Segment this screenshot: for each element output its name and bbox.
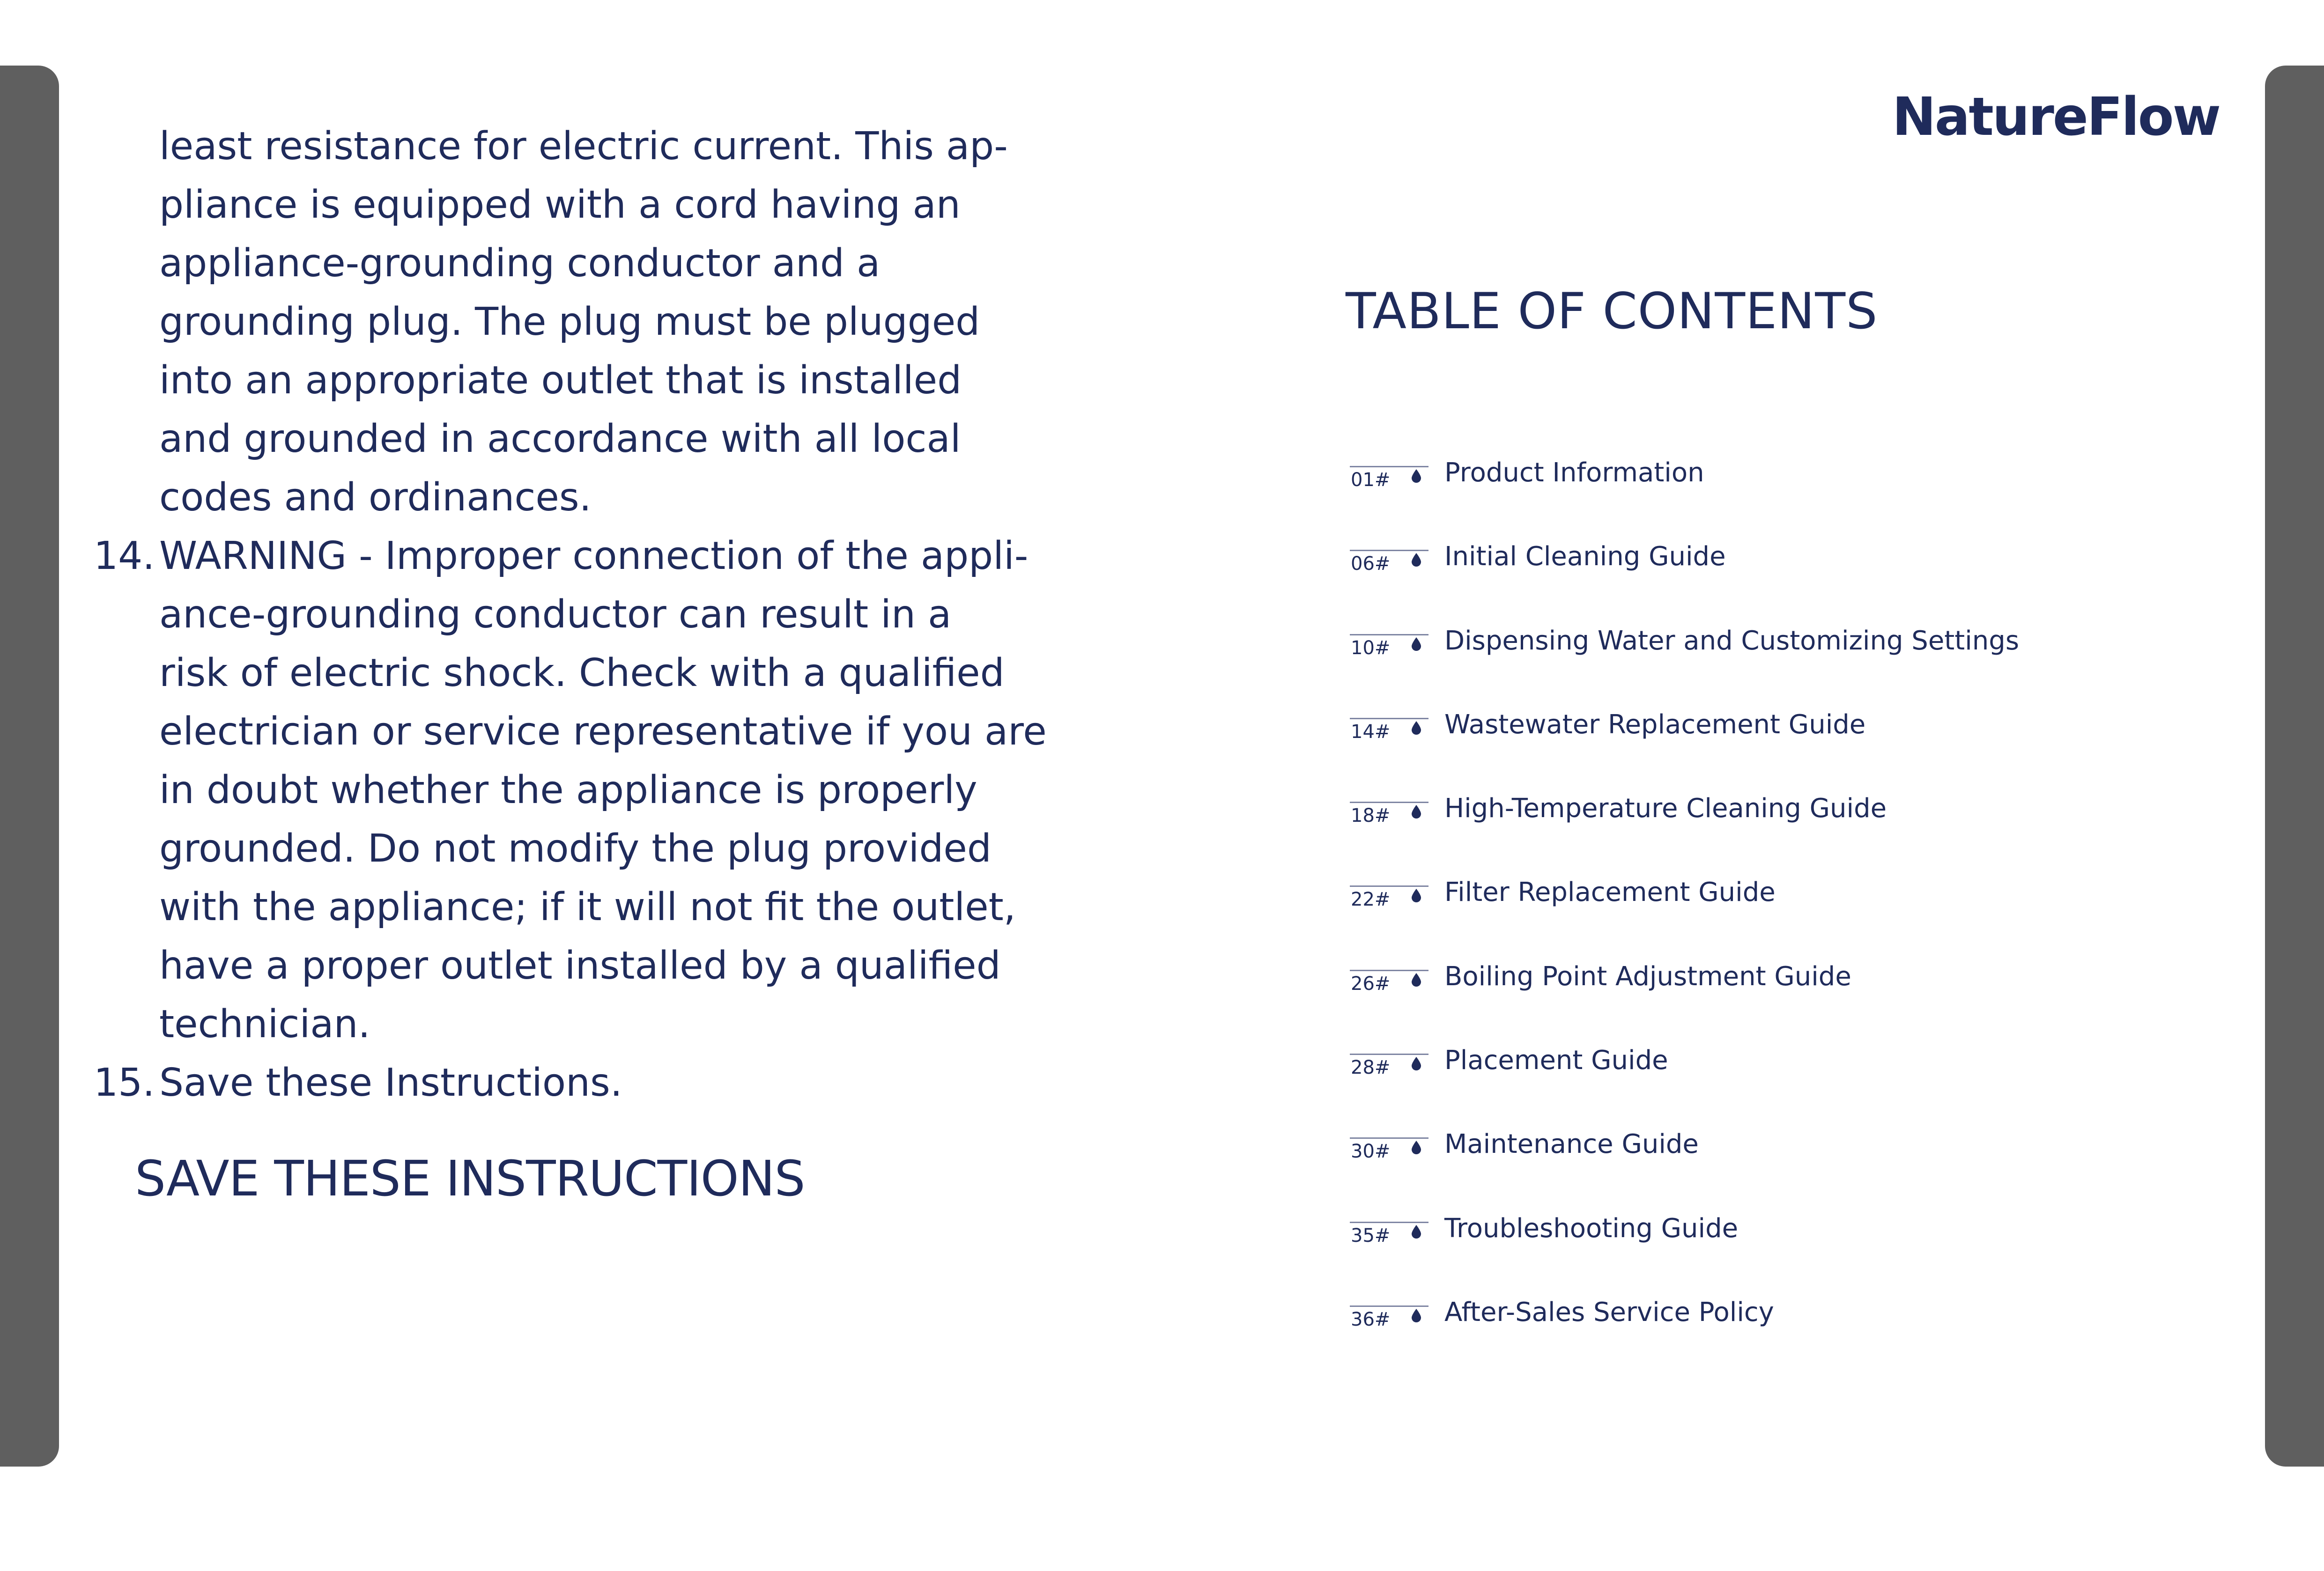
- toc-entry[interactable]: [1349, 531, 2192, 615]
- list-item-number: 14.: [94, 534, 155, 578]
- toc-list: [1349, 447, 2192, 1371]
- toc-rule: [1350, 466, 1428, 467]
- toc-entry-label: Maintenance Guide: [1444, 1129, 1699, 1160]
- water-drop-icon: [1411, 1056, 1422, 1070]
- toc-entry-label: Placement Guide: [1444, 1045, 1668, 1076]
- toc-entry[interactable]: [1349, 867, 2192, 951]
- text-line: and grounded in accordance with all local: [159, 417, 961, 461]
- text-line: least resistance for electric current. This ap-: [159, 124, 1008, 169]
- water-drop-icon: [1411, 1308, 1422, 1322]
- water-drop-icon: [1411, 721, 1422, 735]
- text-line: have a proper outlet installed by a qualified: [159, 944, 1001, 988]
- brand-logo: NatureFlow: [1892, 87, 2220, 148]
- toc-page-number: 26#: [1351, 973, 1391, 995]
- water-drop-icon: [1411, 469, 1422, 483]
- water-drop-icon: [1411, 553, 1422, 567]
- text-line: codes and ordinances.: [159, 475, 592, 520]
- toc-entry[interactable]: [1349, 1119, 2192, 1202]
- text-line: risk of electric shock. Check with a qualified: [159, 651, 1005, 695]
- text-line: grounding plug. The plug must be plugged: [159, 300, 980, 344]
- text-line: into an appropriate outlet that is installed: [159, 358, 962, 403]
- list-item-15: [94, 1054, 1077, 1112]
- toc-rule: [1350, 718, 1428, 719]
- toc-page-number: 35#: [1351, 1224, 1391, 1246]
- toc-page-number: 36#: [1351, 1308, 1391, 1330]
- water-drop-icon: [1411, 637, 1422, 651]
- toc-rule: [1350, 1137, 1428, 1139]
- list-item-text: [159, 527, 1077, 1054]
- toc-entry[interactable]: [1349, 783, 2192, 867]
- text-line: electrician or service representative if you are: [159, 709, 1047, 754]
- toc-entry-label: Boiling Point Adjustment Guide: [1444, 961, 1851, 992]
- toc-page-number: 06#: [1351, 553, 1391, 575]
- text-line: grounded. Do not modify the plug provided: [159, 826, 992, 871]
- water-drop-icon: [1411, 888, 1422, 902]
- text-line: Save these Instructions.: [159, 1061, 622, 1105]
- toc-rule: [1350, 970, 1428, 971]
- toc-entry-label: Dispensing Water and Customizing Settings: [1444, 625, 2019, 656]
- toc-title: TABLE OF CONTENTS: [1346, 282, 1878, 340]
- toc-entry-label: Filter Replacement Guide: [1444, 877, 1776, 908]
- list-item-14: [94, 527, 1077, 1054]
- list-item-text: [159, 1054, 1077, 1112]
- list-item-number: 15.: [94, 1061, 155, 1105]
- right-page-edge-bar: [2265, 66, 2324, 1467]
- water-drop-icon: [1411, 1224, 1422, 1239]
- toc-page-number: 18#: [1351, 805, 1391, 827]
- continuation-paragraph: [159, 117, 1068, 527]
- toc-page-number: 28#: [1351, 1057, 1391, 1079]
- toc-rule: [1350, 634, 1428, 635]
- toc-entry-label: Troubleshooting Guide: [1444, 1213, 1739, 1244]
- text-line: with the appliance; if it will not fit the outlet,: [159, 885, 1016, 929]
- toc-entry[interactable]: [1349, 1203, 2192, 1287]
- toc-entry-label: Wastewater Replacement Guide: [1444, 709, 1866, 740]
- text-line: in doubt whether the appliance is properly: [159, 768, 977, 812]
- text-line: WARNING - Improper connection of the appli-: [159, 534, 1029, 578]
- toc-rule: [1350, 550, 1428, 551]
- text-line: technician.: [159, 1002, 370, 1047]
- toc-entry[interactable]: [1349, 1287, 2192, 1371]
- toc-rule: [1350, 1054, 1428, 1055]
- toc-entry[interactable]: [1349, 615, 2192, 699]
- text-line: ance-grounding conductor can result in a: [159, 592, 952, 637]
- save-instructions-heading: SAVE THESE INSTRUCTIONS: [135, 1150, 805, 1207]
- toc-entry-label: Product Information: [1444, 457, 1704, 488]
- toc-page-number: 01#: [1351, 469, 1391, 491]
- toc-entry-label: High-Temperature Cleaning Guide: [1444, 793, 1887, 824]
- text-line: appliance-grounding conductor and a: [159, 241, 881, 286]
- toc-rule: [1350, 885, 1428, 887]
- toc-page-number: 22#: [1351, 889, 1391, 911]
- water-drop-icon: [1411, 973, 1422, 987]
- toc-entry[interactable]: [1349, 699, 2192, 783]
- toc-rule: [1350, 1305, 1428, 1307]
- toc-entry[interactable]: [1349, 447, 2192, 531]
- toc-page-number: 30#: [1351, 1141, 1391, 1163]
- toc-entry[interactable]: [1349, 951, 2192, 1035]
- toc-rule: [1350, 1222, 1428, 1223]
- toc-page-number: 10#: [1351, 637, 1391, 659]
- water-drop-icon: [1411, 1140, 1422, 1154]
- text-line: pliance is equipped with a cord having an: [159, 183, 961, 227]
- toc-entry[interactable]: [1349, 1035, 2192, 1119]
- water-drop-icon: [1411, 804, 1422, 819]
- toc-page-number: 14#: [1351, 721, 1391, 743]
- toc-entry-label: After-Sales Service Policy: [1444, 1297, 1774, 1328]
- toc-rule: [1350, 802, 1428, 803]
- toc-entry-label: Initial Cleaning Guide: [1444, 541, 1726, 572]
- left-page-edge-bar: [0, 66, 59, 1467]
